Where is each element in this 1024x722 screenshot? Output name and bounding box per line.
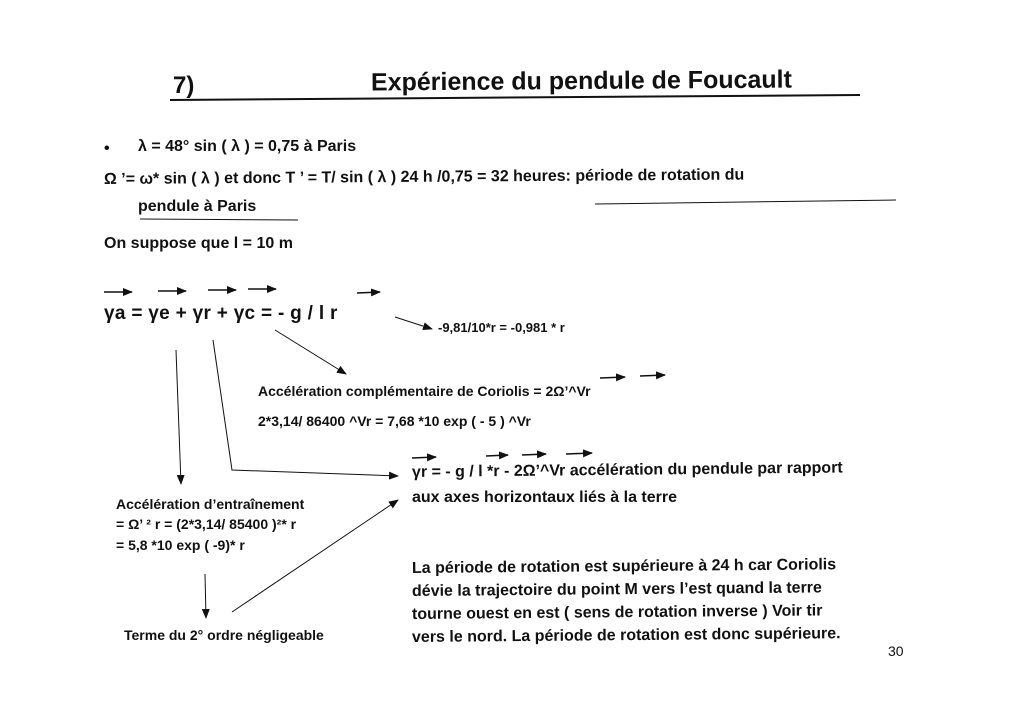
arrow-to-relative bbox=[213, 340, 398, 476]
conclusion-line-4: vers le nord. La période de rotation est donc supérieure. bbox=[411, 625, 841, 646]
paris-underline bbox=[140, 219, 298, 220]
gravity-term: -9,81/10*r = -0,981 * r bbox=[438, 320, 565, 335]
arrow-to-coriolis bbox=[275, 330, 346, 374]
conclusion-line-1: La période de rotation est supérieure à 24 h car Coriolis bbox=[411, 556, 837, 577]
relative-equation-cont: aux axes horizontaux liés à la terre bbox=[412, 489, 678, 506]
latitude-line: λ = 48° sin ( λ ) = 0,75 à Paris bbox=[138, 138, 357, 155]
vector-arrow-vr bbox=[640, 375, 665, 376]
vector-arrow-vr2 bbox=[566, 453, 592, 454]
vector-arrow-omega bbox=[600, 377, 625, 378]
arrow-to-gravity bbox=[395, 317, 432, 329]
vector-arrow-omega2 bbox=[522, 454, 546, 455]
main-equation: γa = γe + γr + γc = - g / l r bbox=[104, 303, 338, 324]
vector-arrow-r bbox=[357, 292, 380, 293]
second-order-label: Terme du 2° ordre négligeable bbox=[124, 627, 324, 643]
conclusion-line-3: tourne ouest en est ( sens de rotation inverse ) Voir tir bbox=[411, 602, 823, 623]
drag-line-1: = Ω’ ² r = (2*3,14/ 85400 )²* r bbox=[116, 516, 297, 532]
slide-number: 7) bbox=[173, 72, 195, 99]
coriolis-value: 2*3,14/ 86400 ^Vr = 7,68 *10 exp ( - 5 ) ^Vr bbox=[258, 413, 531, 429]
rotation-underline bbox=[595, 200, 896, 204]
conclusion-line-2: dévie la trajectoire du point M vers l’est quand la terre bbox=[411, 579, 822, 600]
bullet-symbol: • bbox=[104, 140, 110, 157]
coriolis-title: Accélération complémentaire de Coriolis = 2Ω’^Vr bbox=[258, 383, 591, 399]
drag-line-2: = 5,8 *10 exp ( -9)* r bbox=[116, 537, 245, 553]
vector-arrow-r2 bbox=[486, 455, 508, 456]
arrow-to-second-order bbox=[205, 574, 206, 618]
omega-line: Ω ’= ω* sin ( λ ) et donc T ’ = T/ sin ( λ ) 24 h /0,75 = 32 heures: période de rotation du bbox=[103, 166, 745, 188]
arrow-to-drag bbox=[176, 350, 181, 484]
length-line: On suppose que l = 10 m bbox=[104, 235, 293, 252]
page-title: Expérience du pendule de Foucault bbox=[370, 65, 793, 97]
drag-title: Accélération d’entraînement bbox=[116, 496, 305, 512]
page-number: 30 bbox=[888, 643, 904, 659]
relative-equation: γr = - g / l *r - 2Ω’^Vr accélération du pendule par rapport bbox=[411, 459, 843, 481]
omega-line-cont: pendule à Paris bbox=[138, 198, 257, 215]
vector-arrow-gr2 bbox=[412, 457, 436, 458]
